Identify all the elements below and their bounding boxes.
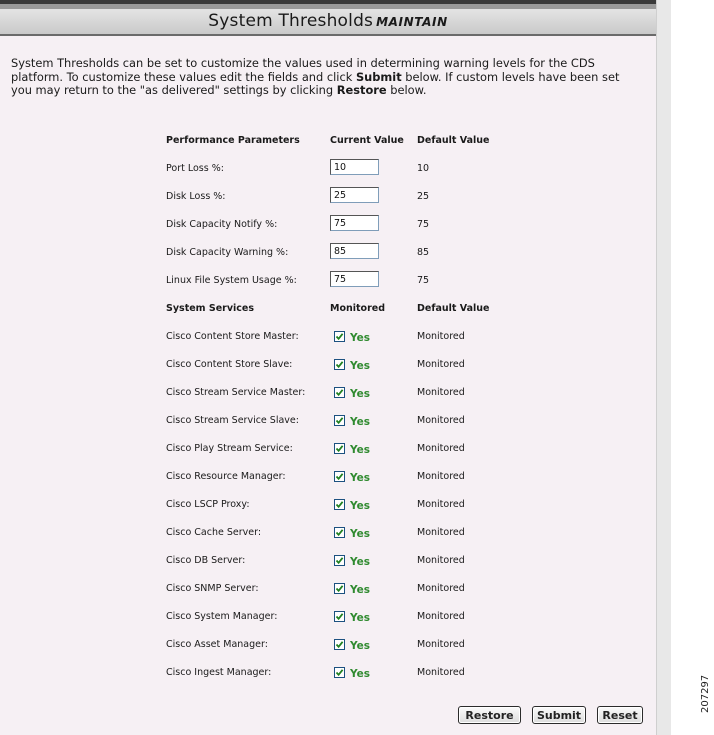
parameter-label: Disk Loss %:: [166, 191, 226, 202]
yes-label: Yes: [350, 416, 371, 428]
default-value: 75: [417, 219, 430, 230]
yes-label: Yes: [350, 444, 371, 456]
yes-label: Yes: [350, 472, 371, 484]
page-title-text: System Thresholds: [208, 11, 374, 31]
yes-label: Yes: [350, 360, 371, 372]
default-value: Monitored: [417, 611, 465, 622]
threshold-input[interactable]: [330, 159, 379, 175]
checkmark-icon: [335, 360, 344, 369]
intro-part3: below.: [386, 83, 427, 97]
service-label: Cisco Resource Manager:: [166, 471, 286, 482]
current-value-header: Current Value: [330, 135, 404, 146]
threshold-input[interactable]: [330, 187, 379, 203]
service-label: Cisco Asset Manager:: [166, 639, 268, 650]
checkmark-icon: [335, 500, 344, 509]
default-value: Monitored: [417, 667, 465, 678]
threshold-input[interactable]: [330, 243, 379, 259]
monitored-checkbox[interactable]: [334, 499, 345, 510]
service-label: Cisco Stream Service Master:: [166, 387, 306, 398]
threshold-input[interactable]: [330, 271, 379, 287]
intro-restore-word: Restore: [336, 83, 387, 97]
services-default-header: Default Value: [417, 303, 490, 314]
default-value: Monitored: [417, 331, 465, 342]
scrollbar-track[interactable]: [656, 0, 671, 735]
parameter-label: Disk Capacity Notify %:: [166, 219, 278, 230]
service-label: Cisco System Manager:: [166, 611, 278, 622]
default-value: Monitored: [417, 415, 465, 426]
service-label: Cisco Content Store Slave:: [166, 359, 293, 370]
service-label: Cisco Ingest Manager:: [166, 667, 272, 678]
submit-button[interactable]: Submit: [532, 706, 586, 724]
monitored-checkbox[interactable]: [334, 611, 345, 622]
default-value: Monitored: [417, 443, 465, 454]
yes-label: Yes: [350, 612, 371, 624]
default-value: 10: [417, 163, 430, 174]
checkmark-icon: [335, 444, 344, 453]
parameter-label: Port Loss %:: [166, 163, 224, 174]
default-value: 75: [417, 275, 430, 286]
checkmark-icon: [335, 612, 344, 621]
monitored-header: Monitored: [330, 303, 385, 314]
default-value-header: Default Value: [417, 135, 490, 146]
checkmark-icon: [335, 528, 344, 537]
threshold-input[interactable]: [330, 215, 379, 231]
parameter-label: Linux File System Usage %:: [166, 275, 297, 286]
default-value: Monitored: [417, 359, 465, 370]
monitored-checkbox[interactable]: [334, 471, 345, 482]
service-label: Cisco Stream Service Slave:: [166, 415, 299, 426]
service-label: Cisco DB Server:: [166, 555, 246, 566]
monitored-checkbox[interactable]: [334, 415, 345, 426]
parameter-label: Disk Capacity Warning %:: [166, 247, 289, 258]
monitored-checkbox[interactable]: [334, 387, 345, 398]
figure-id: 207297: [700, 674, 711, 713]
monitored-checkbox[interactable]: [334, 667, 345, 678]
checkmark-icon: [335, 416, 344, 425]
checkmark-icon: [335, 668, 344, 677]
yes-label: Yes: [350, 332, 371, 344]
checkmark-icon: [335, 332, 344, 341]
intro-text: [11, 57, 641, 98]
monitored-checkbox[interactable]: [334, 583, 345, 594]
yes-label: Yes: [350, 500, 371, 512]
default-value: Monitored: [417, 387, 465, 398]
default-value: 25: [417, 191, 430, 202]
intro-part2: below. If custom levels have been set you may return to the "as delivered" settings by clicking: [11, 69, 620, 97]
default-value: Monitored: [417, 527, 465, 538]
service-label: Cisco Play Stream Service:: [166, 443, 293, 454]
monitored-checkbox[interactable]: [334, 331, 345, 342]
restore-button[interactable]: Restore: [458, 706, 521, 724]
service-label: Cisco LSCP Proxy:: [166, 499, 250, 510]
intro-part1: System Thresholds can be set to customize the values used in determining warning levels for the CDS platform. To customize these values edit the fields and click: [11, 56, 595, 84]
default-value: Monitored: [417, 583, 465, 594]
reset-button[interactable]: Reset: [597, 706, 643, 724]
default-value: 85: [417, 247, 430, 258]
page-title: [0, 11, 656, 31]
yes-label: Yes: [350, 556, 371, 568]
services-header: System Services: [166, 303, 255, 314]
default-value: Monitored: [417, 471, 465, 482]
page-subtitle: MAINTAIN: [376, 15, 448, 29]
yes-label: Yes: [350, 640, 371, 652]
service-label: Cisco Content Store Master:: [166, 331, 299, 342]
monitored-checkbox[interactable]: [334, 555, 345, 566]
monitored-checkbox[interactable]: [334, 359, 345, 370]
default-value: Monitored: [417, 639, 465, 650]
checkmark-icon: [335, 472, 344, 481]
yes-label: Yes: [350, 388, 371, 400]
yes-label: Yes: [350, 584, 371, 596]
monitored-checkbox[interactable]: [334, 443, 345, 454]
yes-label: Yes: [350, 668, 371, 680]
monitored-checkbox[interactable]: [334, 527, 345, 538]
default-value: Monitored: [417, 555, 465, 566]
service-label: Cisco SNMP Server:: [166, 583, 259, 594]
performance-header: Performance Parameters: [166, 135, 300, 146]
default-value: Monitored: [417, 499, 465, 510]
checkmark-icon: [335, 584, 344, 593]
checkmark-icon: [335, 640, 344, 649]
service-label: Cisco Cache Server:: [166, 527, 262, 538]
checkmark-icon: [335, 556, 344, 565]
yes-label: Yes: [350, 528, 371, 540]
monitored-checkbox[interactable]: [334, 639, 345, 650]
checkmark-icon: [335, 388, 344, 397]
intro-submit-word: Submit: [355, 69, 402, 84]
